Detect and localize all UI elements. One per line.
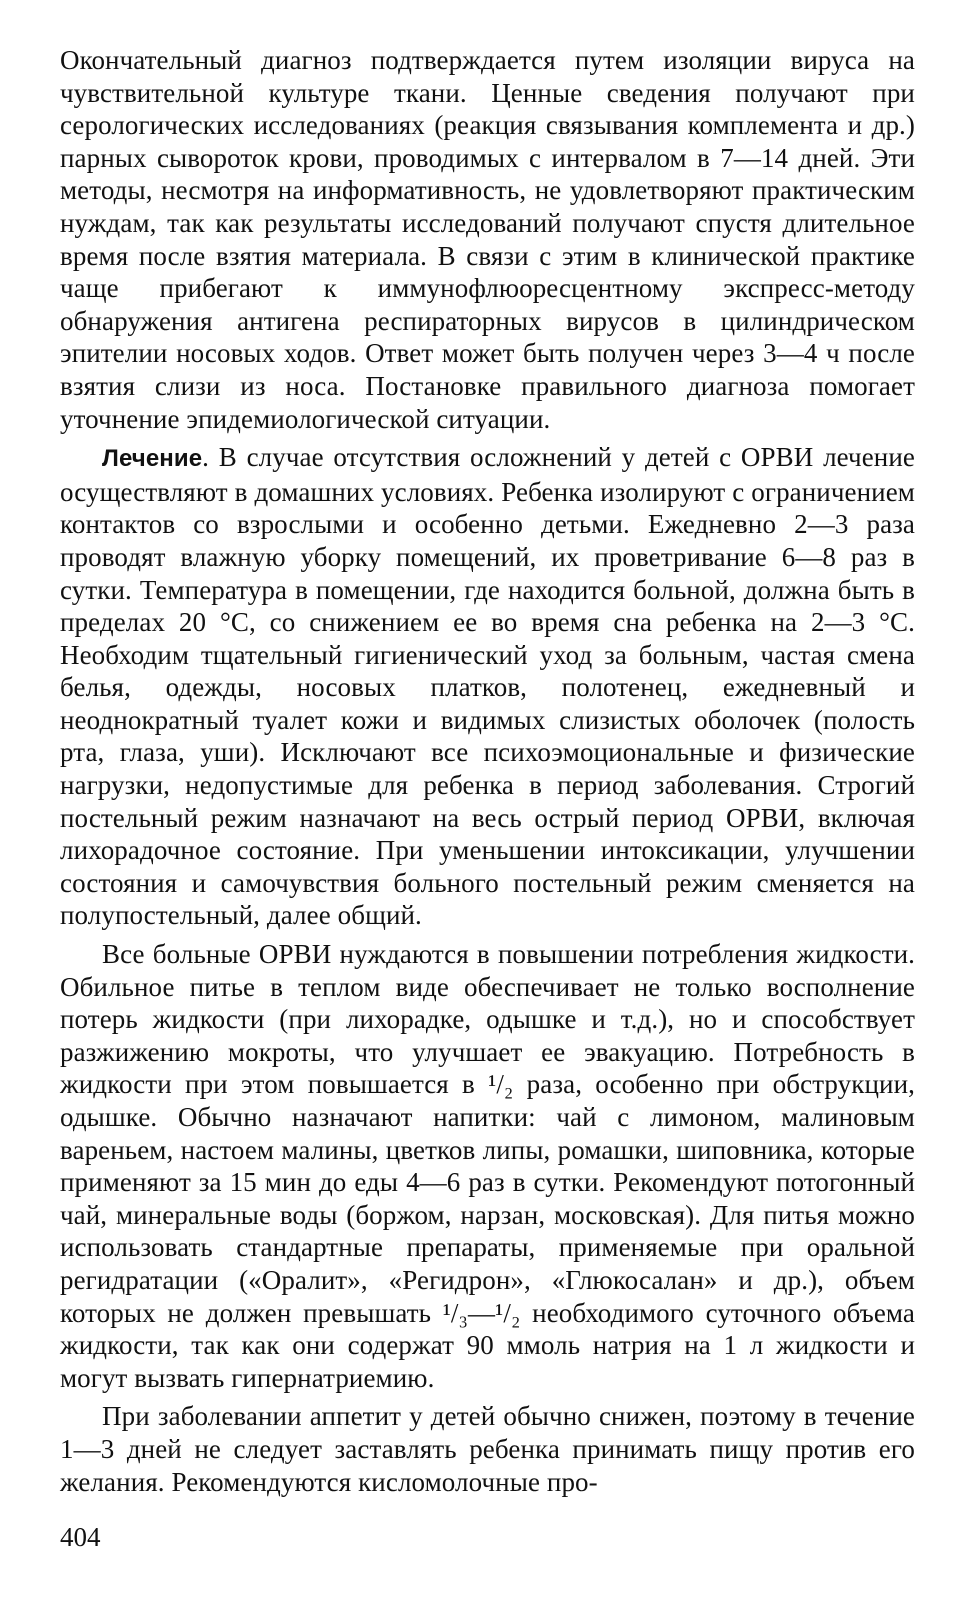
document-page xyxy=(60,44,915,1504)
treatment-heading: Лечение xyxy=(102,445,203,473)
paragraph-diagnosis xyxy=(60,44,915,435)
paragraph-fluids xyxy=(60,938,915,1394)
page-number: 404 xyxy=(60,1522,101,1552)
paragraph-treatment xyxy=(60,441,915,932)
paragraph-fluids-text: Все больные ОРВИ нуждаются в повышении потребления жидкости. Обильное питье в теплом виде обеспечивает не только восполнение потерь жидкости (при лихорадке, одышке и т.д.), но и способствует разжижению мокроты, что улучшает ее эвакуацию. Потребность в жидкости при этом повышается в ¹/₂ раза, особенно при обструкции, одышке. Обычно назначают напитки: чай с лимоном, малиновым вареньем, настоем малины, цветков липы, ромашки, шиповника, которые применяют за 15 мин до еды 4—6 раз в сутки. Рекомендуют потогонный чай, минеральные воды (боржом, нарзан, московская). Для питья можно использовать стандартные препараты, применяемые при оральной регидратации («Оралит», «Регидрон», «Глюкосалан» и др.), объем которых не должен превышать ¹/₃—¹/₂ необходимого суточного объема жидкости, так как они содержат 90 ммоль натрия на 1 л жидкости и могут вызвать гипернатриемию. xyxy=(60,939,915,1393)
paragraph-diagnosis-text: Окончательный диагноз подтверждается путем изоляции вируса на чувствительной культуре ткани. Ценные сведения получают при серологических исследованиях (реакция связывания комплемента и др.) парных сывороток крови, проводимых с интервалом в 7—14 дней. Эти методы, несмотря на информативность, не удовлетворяют практическим нуждам, так как результаты исследований получают спустя длительное время после взятия материала. В связи с этим в клинической практике чаще прибегают к иммунофлюоресцентному экспресс-методу обнаружения антигена респираторных вирусов в цилиндрическом эпителии носовых ходов. Ответ может быть получен через 3—4 ч после взятия слизи из носа. Постановке правильного диагноза помогает уточнение эпидемиологической ситуации. xyxy=(60,45,915,434)
paragraph-treatment-text: . В случае отсутствия осложнений у детей с ОРВИ лечение осуществляют в домашних условиях. Ребенка изолируют с ограничением контактов со взрослыми и особенно детьми. Ежедневно 2—3 раза проводят влажную уборку помещений, их проветривание 6—8 раз в сутки. Температура в помещении, где находится больной, должна быть в пределах 20 °С, со снижением ее во время сна ребенка на 2—3 °С. Необходим тщательный гигиенический уход за больным, частая смена белья, одежды, носовых платков, полотенец, ежедневный и неоднократный туалет кожи и видимых слизистых оболочек (полость рта, глаза, уши). Исключают все психоэмоциональные и физические нагрузки, недопустимые для ребенка в период заболевания. Строгий постельный режим назначают на весь острый период ОРВИ, включая лихорадочное состояние. При уменьшении интоксикации, улучшении состояния и самочувствия больного постельный режим сменяется на полупостельный, далее общий. xyxy=(60,442,915,931)
paragraph-appetite xyxy=(60,1400,915,1498)
paragraph-appetite-text: При заболевании аппетит у детей обычно снижен, поэтому в течение 1—3 дней не следует заставлять ребенка принимать пищу против его желания. Рекомендуются кисломолочные про- xyxy=(60,1401,915,1497)
